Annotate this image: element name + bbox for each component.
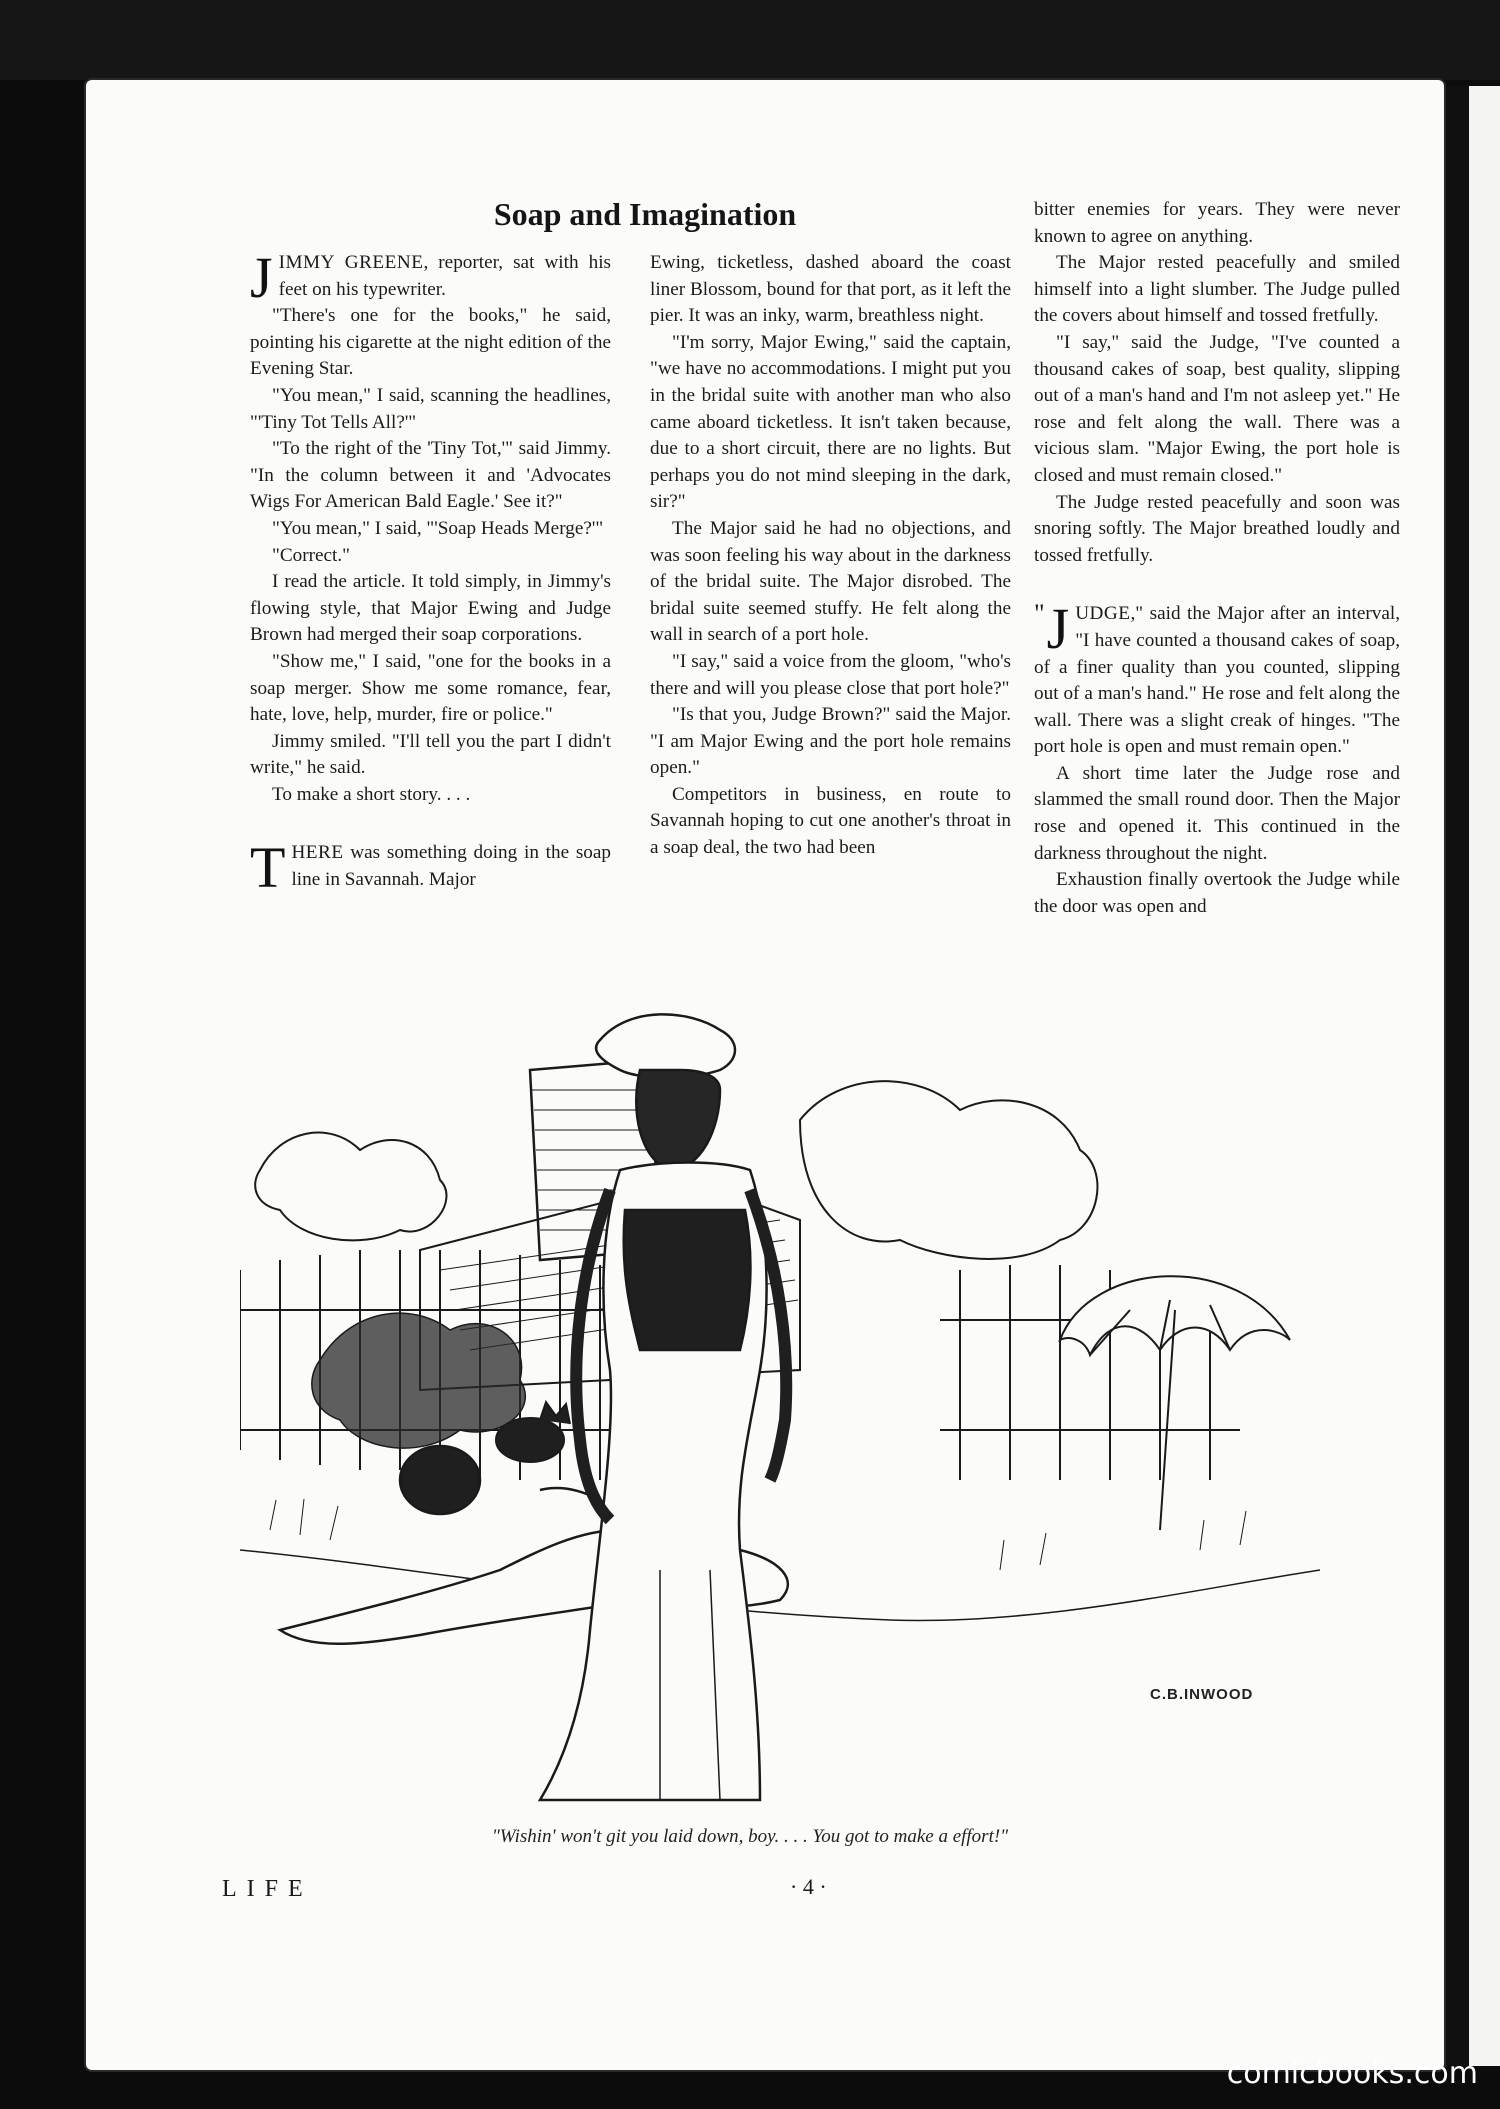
article-title: Soap and Imagination [493, 196, 797, 232]
article-paragraph: Ewing, ticketless, dashed aboard the coast liner Blossom, bound for that port, as it left the pier. It was an inky, warm, breathless night. [650, 252, 1011, 327]
article-paragraph: "I'm sorry, Major Ewing," said the captain, "we have no accommodations. I might put you in the bridal suite with another man who also came aboard ticketless. It isn't taken because, due to a short circuit, there are no lights. But perhaps you do not mind sleeping in the dark, sir?" [650, 331, 1011, 513]
text-column-3 [1034, 197, 1400, 920]
page-gutter [1445, 86, 1469, 2066]
lead-caps: UDGE [1075, 603, 1131, 625]
illustration-caption: "Wishin' won't git you laid down, boy. . . . You got to make a effort!" [491, 1826, 1009, 1847]
article-paragraph: "To the right of the 'Tiny Tot,'" said Jimmy. "In the column between it and 'Advocates Wigs For American Bald Eagle.' See it?" [250, 438, 611, 513]
article-paragraph: "Correct." [272, 544, 350, 566]
drop-cap: J [250, 245, 273, 310]
drop-cap: T [250, 835, 286, 901]
article-paragraph: " J UDGE," said the Major after an interval, "I have counted a thousand cakes of soap, of a finer quality than you counted, slipping out of a man's hand." He rose and felt along the wall. There was a slight creak of hinges. "The port hole is open and must remain open." [1034, 596, 1400, 758]
article-paragraph: THERE was something doing in the soap line in Savannah. Major [250, 835, 611, 901]
text-column-2 [650, 250, 1011, 862]
article-paragraph: "I say," said the Judge, "I've counted a thousand cakes of soap, best quality, slipping out of a man's hand and I'm not asleep yet." He rose and felt along the wall. There was a vicious slam. "Major Ewing, the port hole is closed and must remain closed." [1034, 331, 1400, 486]
article-paragraph: Jimmy smiled. "I'll tell you the part I didn't write," he said. [250, 730, 611, 779]
drop-cap: J [1046, 596, 1070, 662]
tree-right [800, 1081, 1097, 1259]
article-paragraph: "Is that you, Judge Brown?" said the Major. "I am Major Ewing and the port hole remains open." [650, 704, 1011, 779]
lead-caps: IMMY GREENE [278, 252, 424, 273]
page-number: · 4 · [790, 1874, 827, 1899]
scan-border [0, 0, 1500, 80]
lead-caps: HERE [291, 842, 344, 864]
article-paragraph: Competitors in business, en route to Savannah hoping to cut one another's throat in a soap deal, the two had been [650, 783, 1011, 859]
article-paragraph: "You mean," I said, "'Soap Heads Merge?'" [272, 517, 604, 539]
magazine-name: LIFE [222, 1876, 313, 1902]
article-paragraph: A short time later the Judge rose and slammed the small round door. Then the Major rose and opened it. This continued in the darkness throughout the night. [1034, 762, 1400, 864]
article-paragraph: JIMMY GREENE, reporter, sat with his feet on his typewriter. [250, 245, 611, 310]
bush [312, 1313, 526, 1448]
umbrella [1060, 1276, 1290, 1530]
article-paragraph: The Major rested peacefully and smiled himself into a light slumber. The Judge pulled the covers about himself and tossed fretfully. [1034, 252, 1400, 327]
article-paragraph: "You mean," I said, scanning the headlines, "'Tiny Tot Tells All?'" [250, 384, 611, 433]
article-paragraph: I read the article. It told simply, in Jimmy's flowing style, that Major Ewing and Judge Brown had merged their soap corporations. [250, 571, 611, 646]
tree-left [255, 1133, 446, 1241]
article-paragraph: "Show me," I said, "one for the books in a soap merger. Show me some romance, fear, hate, love, help, murder, fire or police." [250, 650, 611, 726]
text-column-1 [250, 245, 611, 901]
watermark: comicbooks.com [1226, 2056, 1478, 2091]
article-paragraph: "There's one for the books," he said, pointing his cigarette at the night edition of the Evening Star. [250, 305, 611, 380]
article-paragraph: The Major said he had no objections, and was soon feeling his way about in the darkness of the bridal suite. The Major disrobed. The bridal suite seemed stuffy. He felt along the wall in search of a port hole. [650, 517, 1011, 646]
article-paragraph: "I say," said a voice from the gloom, "who's there and will you please close that port hole?" [650, 650, 1011, 699]
article-paragraph: To make a short story. . . . [272, 783, 471, 805]
artist-signature: C.B.INWOOD [1150, 1686, 1254, 1703]
article-paragraph: bitter enemies for years. They were never known to agree on anything. [1034, 199, 1400, 247]
opening-quote: " [1034, 599, 1045, 629]
article-paragraph: Exhaustion finally overtook the Judge while the door was open and [1034, 869, 1400, 917]
standing-figure [540, 1014, 786, 1800]
article-paragraph: The Judge rested peacefully and soon was snoring softly. The Major breathed loudly and tossed fretfully. [1034, 491, 1400, 566]
